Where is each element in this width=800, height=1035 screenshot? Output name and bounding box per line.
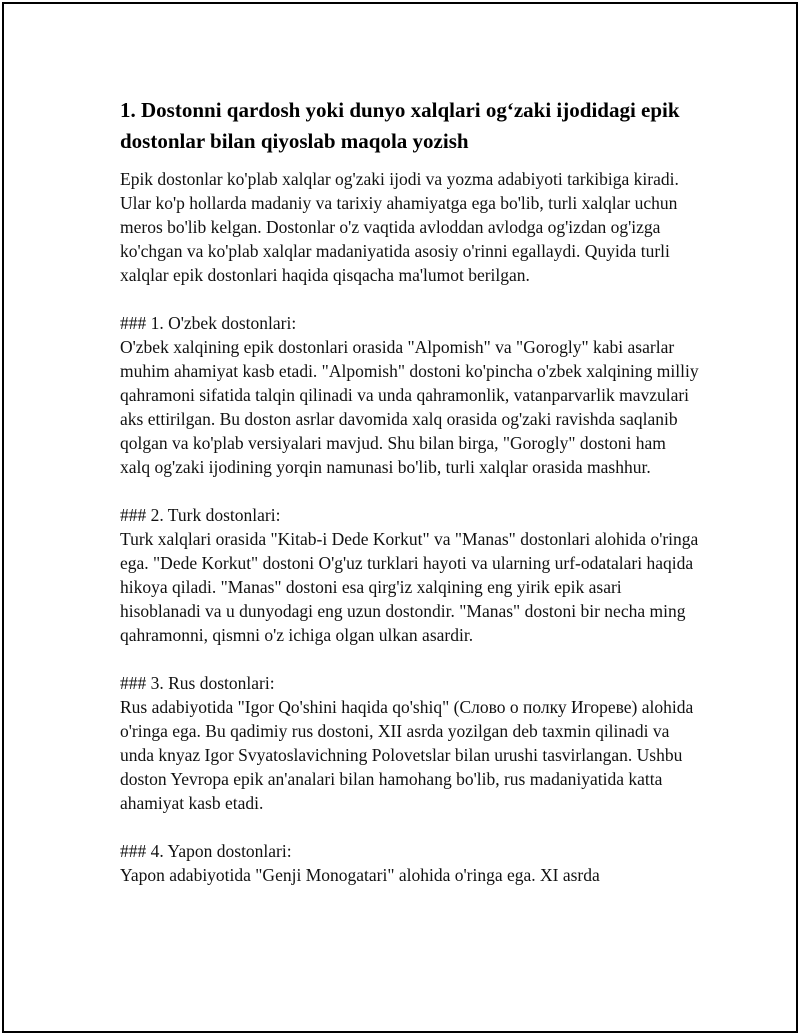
- document-title: 1. Dostonni qardosh yoki dunyo xalqlari og‘zaki ijodidagi epik dostonlar bilan qiyoslab maqola yozish: [120, 98, 680, 153]
- document-content: [120, 95, 703, 887]
- paragraph-spacer: [120, 647, 700, 671]
- section-heading-yapon: ### 4. Yapon dostonlari:: [120, 841, 292, 861]
- intro-paragraph: Epik dostonlar ko'plab xalqlar og'zaki ijodi va yozma adabiyoti tarkibiga kiradi. Ular ko'p hollarda madaniy va tarixiy ahamiyatga ega bo'lib, turli xalqlar uchun meros bo'lib kelgan. Dostonlar o'z vaqtida avloddan avlodga og'izdan og'izga ko'chgan va ko'plab xalqlar madaniyatida asosiy o'rinni egallaydi. Quyida turli xalqlar epik dostonlari haqida qisqacha ma'lumot berilgan.: [120, 169, 684, 285]
- section-body-turk: Turk xalqlari orasida "Kitab-i Dede Korkut" va "Manas" dostonlari alohida o'ringa ega. "Dede Korkut" dostoni O'g'uz turklari hayoti va ularning urf-odatalari haqida hikoya qiladi. "Manas" dostoni esa qirg'iz xalqining eng yirik epik asari hisoblanadi va u dunyodagi eng uzun dostondir. "Manas" dostoni bir necha ming qahramonni, qismni o'z ichiga olgan ulkan asardir.: [120, 529, 703, 645]
- section-heading-turk: ### 2. Turk dostonlari:: [120, 505, 281, 525]
- document-page: [2, 2, 798, 1033]
- section-body-yapon: Yapon adabiyotida "Genji Monogatari" alohida o'ringa ega. XI asrda: [120, 865, 600, 885]
- paragraph-spacer: [120, 287, 700, 311]
- paragraph-spacer: [120, 815, 700, 839]
- section-heading-rus: ### 3. Rus dostonlari:: [120, 673, 275, 693]
- paragraph-spacer: [120, 479, 700, 503]
- section-body-rus: Rus adabiyotida "Igor Qo'shini haqida qo'shiq" (Слово о полку Игореве) alohida o'ringa ega. Bu qadimiy rus dostoni, XII asrda yozilgan deb taxmin qilinadi va unda knyaz Igor Svyatoslavichning Polovetslar bilan urushi tasvirlangan. Ushbu doston Yevropa epik an'analari bilan hamohang bo'lib, rus madaniyatida katta ahamiyat kasb etadi.: [120, 697, 698, 813]
- section-heading-uzbek: ### 1. O'zbek dostonlari:: [120, 313, 297, 333]
- section-body-uzbek: O'zbek xalqining epik dostonlari orasida "Alpomish" va "Gorogly" kabi asarlar muhim ahamiyat kasb etadi. "Alpomish" dostoni ko'pincha o'zbek xalqining milliy qahramoni sifatida talqin qilinadi va unda qahramonlik, vatanparvarlik mavzulari aks ettirilgan. Bu doston asrlar davomida xalq orasida og'zaki ravishda saqlanib qolgan va ko'plab versiyalari mavjud. Shu bilan birga, "Gorogly" dostoni ham xalq og'zaki ijodining yorqin namunasi bo'lib, turli xalqlar orasida mashhur.: [120, 337, 703, 477]
